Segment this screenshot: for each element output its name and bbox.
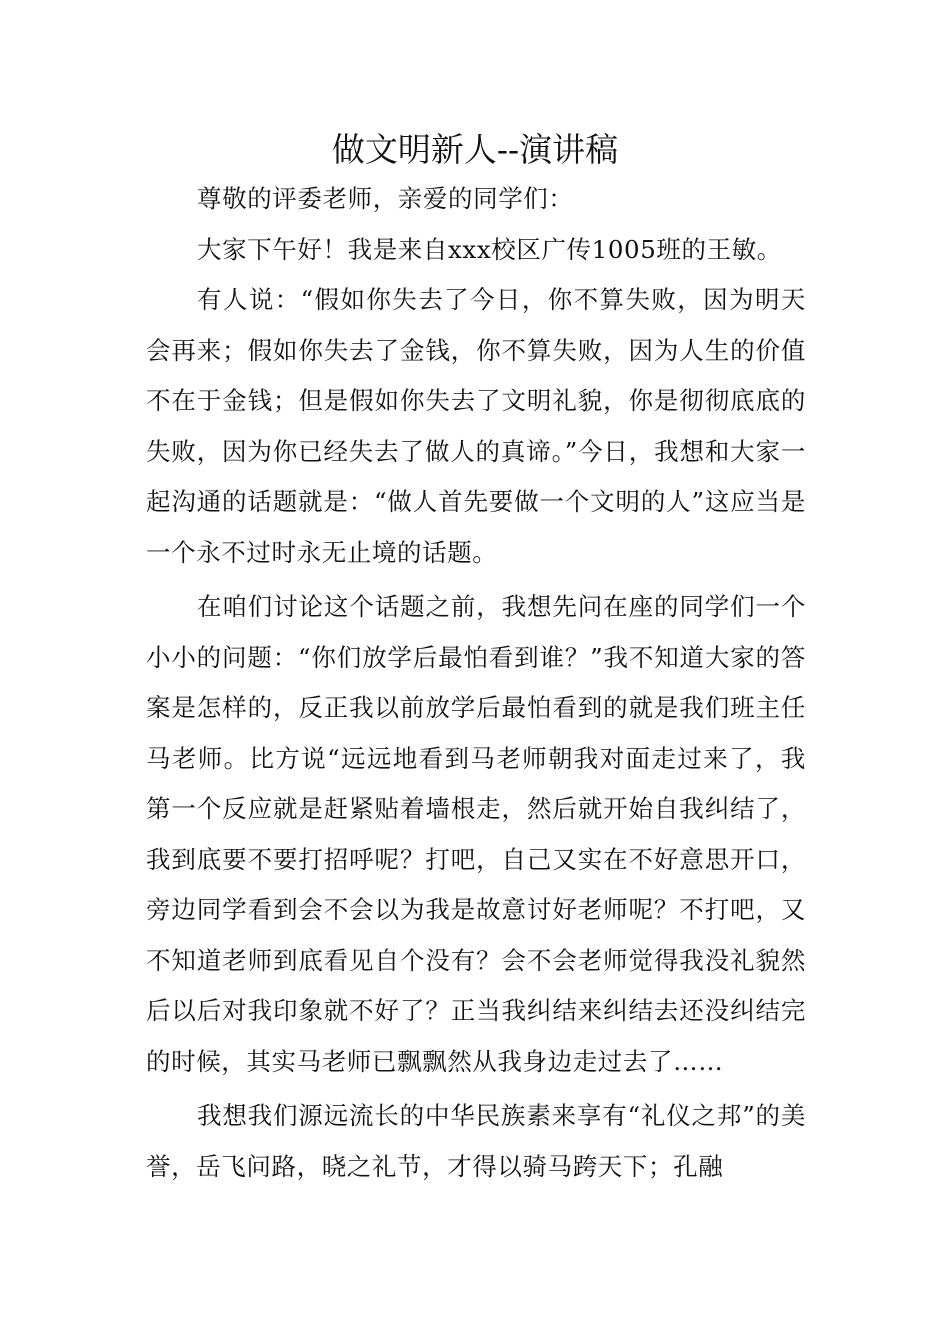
paragraph-etiquette: 我想我们源远流长的中华民族素来享有“礼仪之邦”的美誉，岳飞问路，晓之礼节，才得以骑马跨天下；孔融 (146, 1101, 806, 1181)
paragraph-quote: 有人说：“假如你失去了今日，你不算失败，因为明天会再来；假如你失去了金钱，你不算失败，因为人生的价值不在于金钱；但是假如你失去了文明礼貌，你是彻彻底底的失败，因为你已经失去了做人的真谛。”今日，我想和大家一起沟通的话题就是：“做人首先要做一个文明的人”这应当是一个永不过时永无止境的话题。 (146, 285, 806, 567)
paragraph-greeting: 尊敬的评委老师，亲爱的同学们： (197, 184, 574, 213)
document-body (146, 174, 806, 1192)
paragraph-intro: 大家下午好！我是来自xxx校区广传1005班的王敏。 (197, 234, 782, 264)
document-title: 做文明新人--演讲稿 (331, 130, 619, 169)
paragraph-question: 在咱们讨论这个话题之前，我想先问在座的同学们一个小小的问题：“你们放学后最怕看到谁？”我不知道大家的答案是怎样的，反正我以前放学后最怕看到的就是我们班主任马老师。比方说“远远地看到马老师朝我对面走过来了，我第一个反应就是赶紧贴着墙根走，然后就开始自我纠结了，我到底要不要打招呼呢？打吧，自己又实在不好意思开口，旁边同学看到会不会以为我是故意讨好老师呢？不打吧，又不知道老师到底看见自个没有？会不会老师觉得我没礼貌然后以后对我印象就不好了？正当我纠结来纠结去还没纠结完的时候，其实马老师已飘飘然从我身边走过去了…… (146, 592, 806, 1076)
